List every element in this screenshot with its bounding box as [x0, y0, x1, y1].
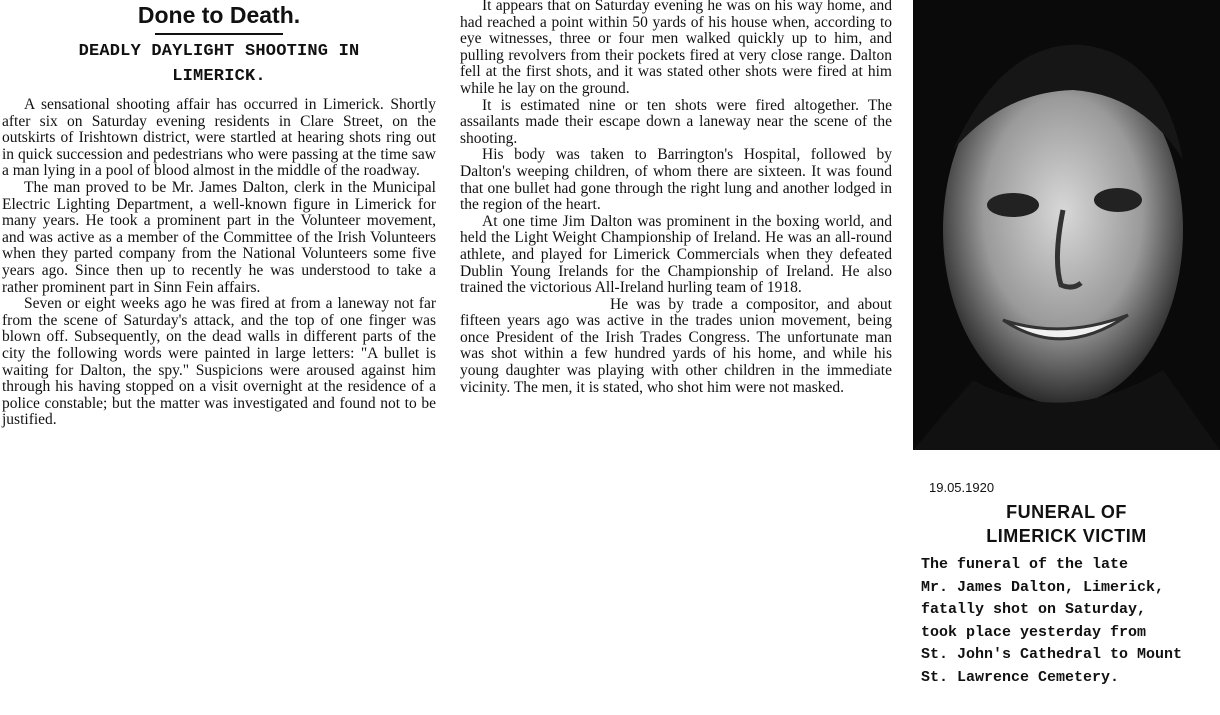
article-headline: Done to Death.: [137, 2, 301, 28]
article-paragraph: At one time Jim Dalton was prominent in the boxing world, and held the Light Weight Championship of Ireland. He was an all-round athlete, and played for Limerick Commercials when they defeated Dublin Young Irelands for the Championship of Ireland. He also trained the victorious All-Ireland hurling team of 1918.: [460, 212, 892, 297]
article-subhead-line-2: LIMERICK.: [172, 67, 266, 86]
funeral-body-line: St. Lawrence Cemetery.: [921, 668, 1120, 686]
portrait-photo: [913, 0, 1220, 450]
funeral-headline-line-2: LIMERICK VICTIM: [986, 526, 1147, 546]
funeral-body-line: St. John's Cathedral to Mount: [921, 646, 1183, 663]
funeral-body-line: The funeral of the late: [921, 556, 1129, 573]
article-subhead-line-1: DEADLY DAYLIGHT SHOOTING IN: [78, 42, 360, 61]
article-column-2: [460, 0, 892, 396]
article-paragraph: A sensational shooting affair has occurred in Limerick. Shortly after six on Saturday evening residents in Clare Street, on the outskirts of Irishtown district, were startled at hearing shots ring out in quick succession and pedestrians who were passing at the time saw a man lying in a pool of blood almost in the middle of the roadway.: [2, 96, 436, 180]
funeral-headline-line-1: FUNERAL OF: [1006, 502, 1127, 522]
article-paragraph: He was by trade a compositor, and about fifteen years ago was active in the trades union movement, being once President of the Irish Trades Congress. The unfortunate man was shot within a few hundred yards of his home, and while his young daughter was playing with other children in the immediate vicinity. The men, it is stated, who shot him were not masked.: [460, 295, 892, 396]
funeral-body-line: fatally shot on Saturday,: [921, 601, 1147, 618]
funeral-body-line: Mr. James Dalton, Limerick,: [921, 578, 1165, 596]
funeral-body: [921, 554, 1217, 689]
headline-rule: [155, 33, 283, 35]
article-paragraph: It appears that on Saturday evening he was on his way home, and had reached a point within 50 yards of his house when, according to eye witnesses, three or four men walked quickly up to him, and pulling revolvers from their pockets fired at very close range. Dalton fell at the first shots, and it was stated other shots were fired at him while he lay on the ground.: [460, 0, 892, 97]
funeral-date: 19.05.1920: [929, 480, 995, 495]
article-paragraph: It is estimated nine or ten shots were fired altogether. The assailants made their escape down a laneway near the scene of the shooting.: [460, 96, 892, 147]
article-column-1: [2, 0, 436, 429]
article-paragraph: Seven or eight weeks ago he was fired at from a laneway not far from the scene of Saturday's attack, and the top of one finger was blown off. Subsequently, on the dead walls in different parts of the city the following words were painted in large letters: "A bullet is waiting for Dalton, the spy." Suspicions were aroused against him through his having stopped on a visit overnight at the residence of a police constable; but the matter was investigated and found not to be justified.: [2, 295, 436, 429]
article-paragraph: The man proved to be Mr. James Dalton, clerk in the Municipal Electric Lighting Department, a well-known figure in Limerick for many years. He took a prominent part in the Volunteer movement, and was active as a member of the Committee of the Irish Volunteers when they parted company from the National Volunteers some five years ago. Since then up to recently he was understood to take a rather prominent part in Sinn Fein affairs.: [2, 178, 436, 296]
funeral-body-line: took place yesterday from: [921, 623, 1147, 641]
article-paragraph: His body was taken to Barrington's Hospital, followed by Dalton's weeping children, of whom there are sixteen. It was found that one bullet had gone through the right lung and another lodged in the region of the heart.: [460, 146, 892, 214]
funeral-column: [913, 0, 1220, 689]
portrait-image: [913, 0, 1220, 450]
